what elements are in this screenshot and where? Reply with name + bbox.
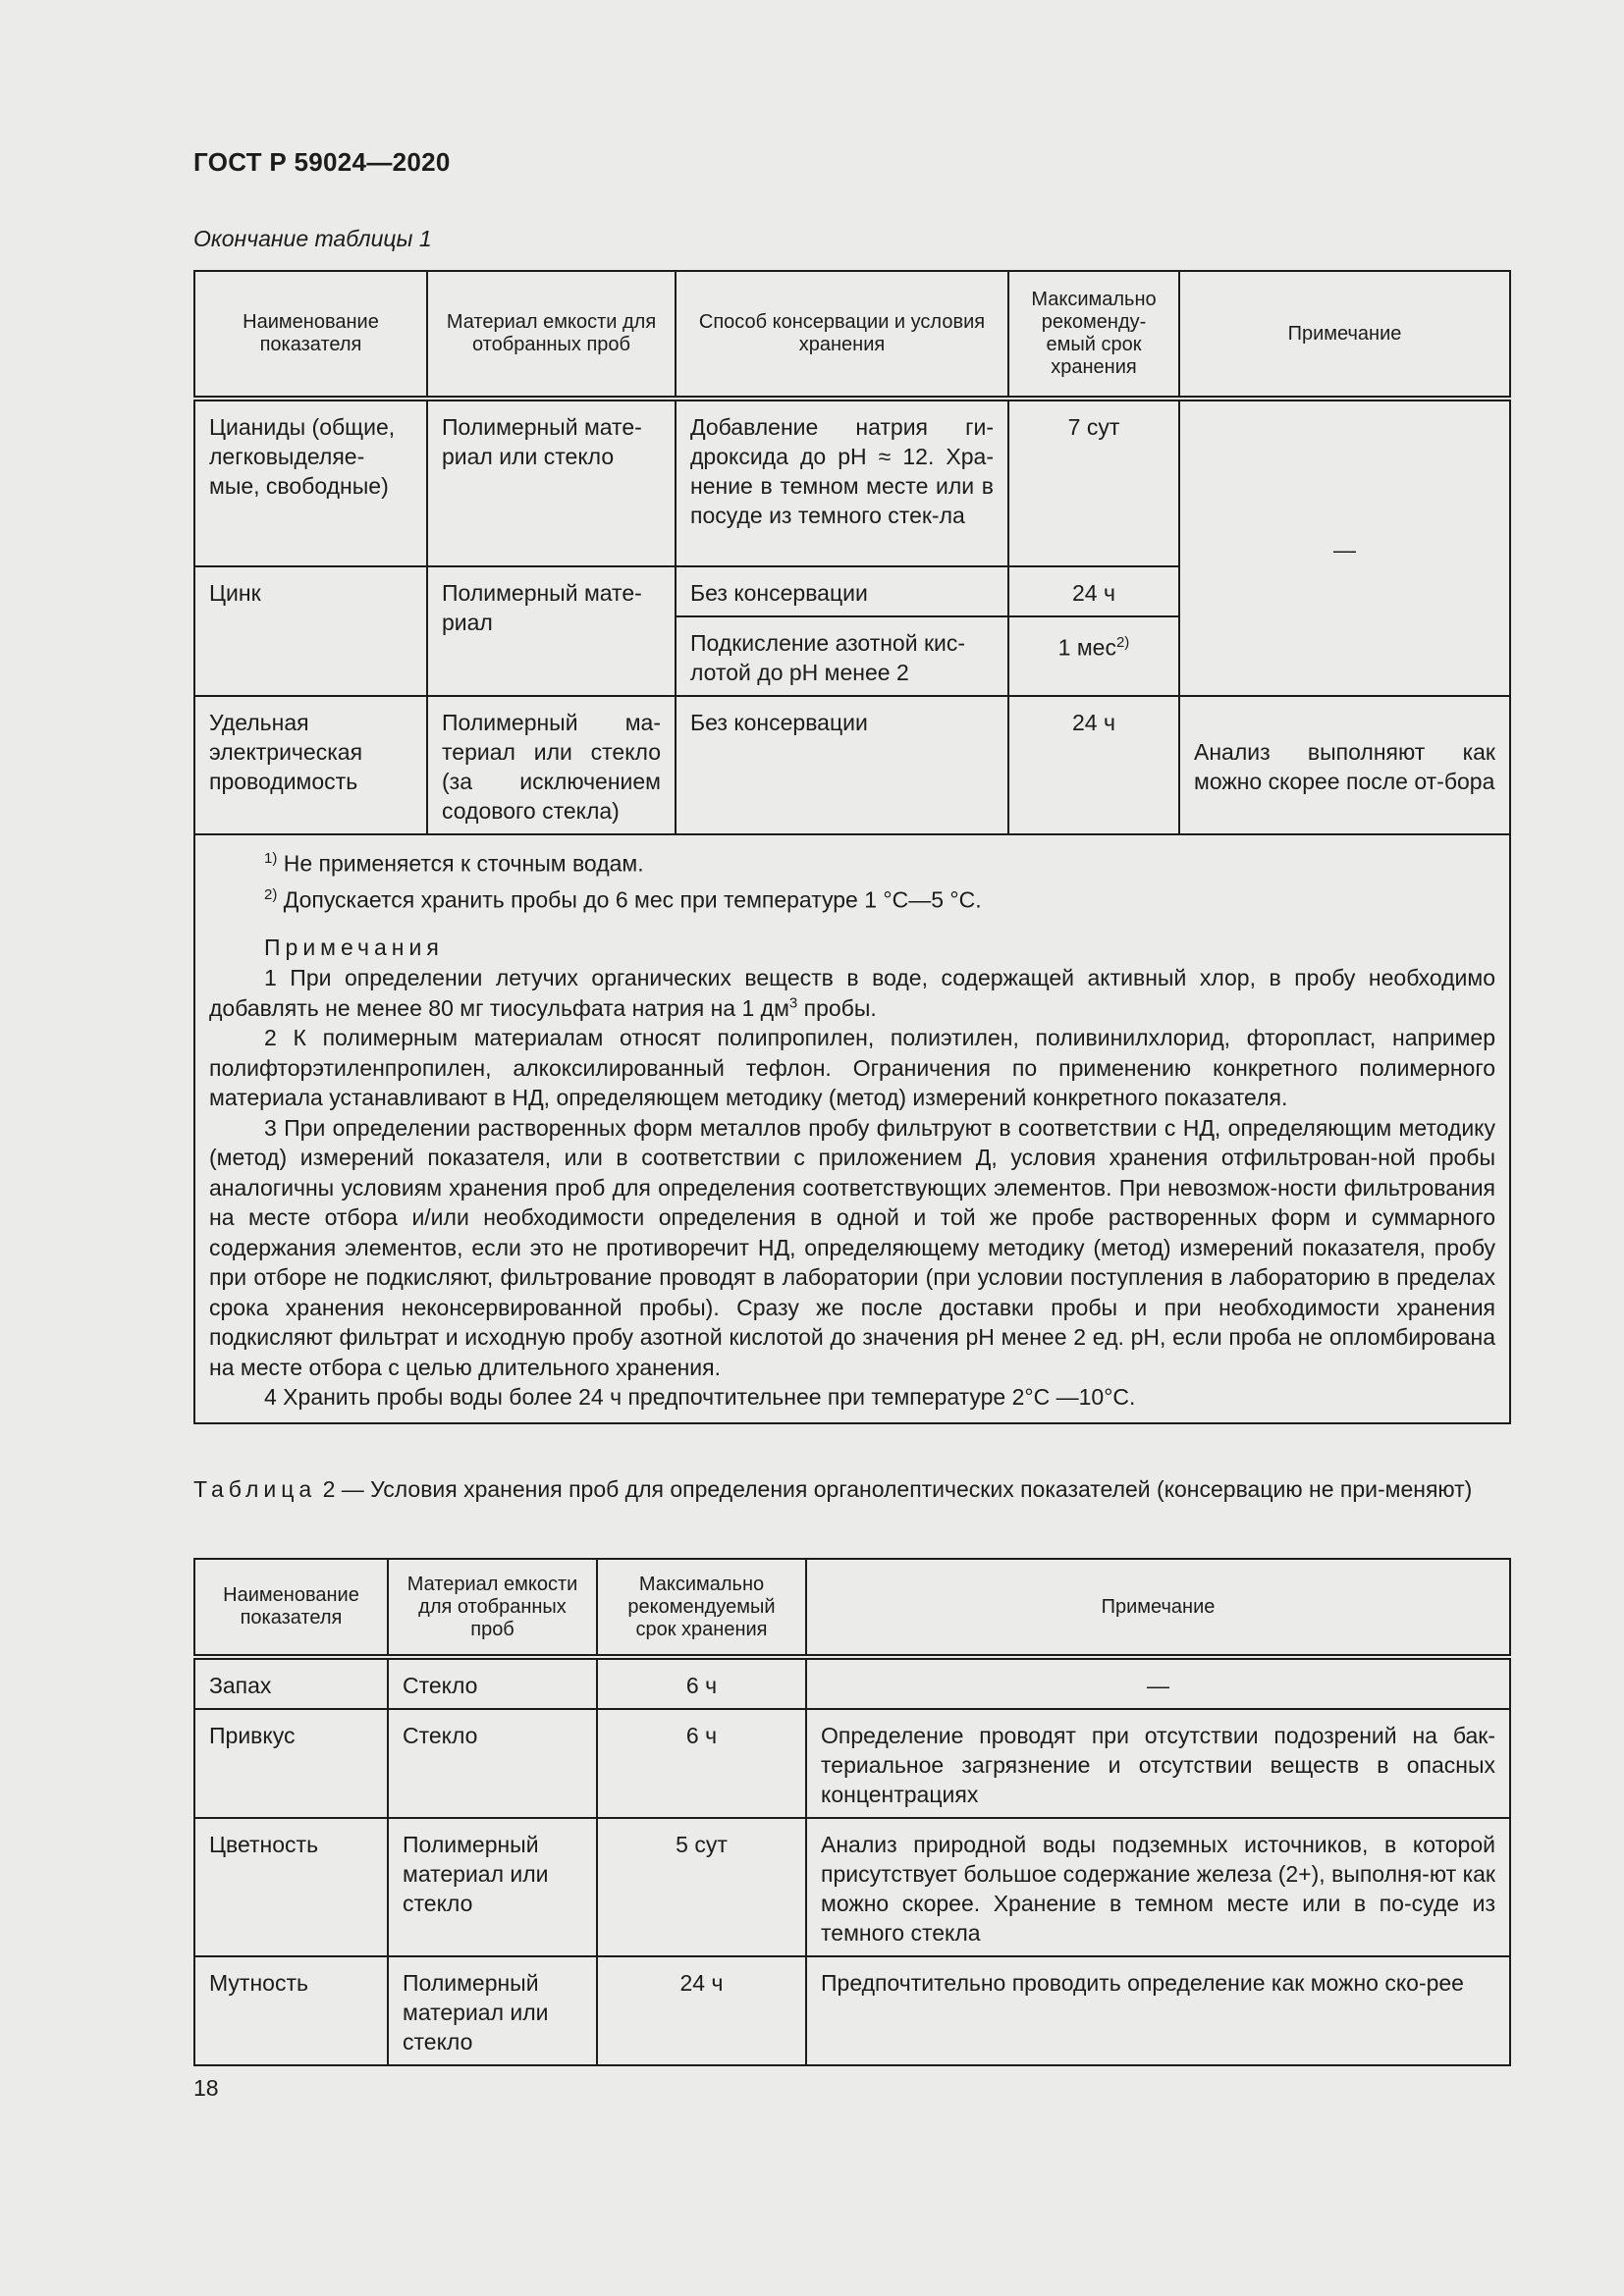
table1-col-note: Примечание [1179,271,1510,399]
cell-method: Без консервации [676,696,1008,834]
cell-name: Привкус [194,1709,388,1818]
cell-material: Стекло [388,1657,597,1709]
cell-term: 5 сут [597,1818,806,1956]
cell-term: 24 ч [597,1956,806,2065]
note-2: 2 К полимерным материалам относят полипропилен, полиэтилен, поливинилхлорид, фторопласт, например полифторэтиленпропилен, алкоксилированный тефлон. Ограничения по применению конкретного полимерного материала устанавливают в НД, определяющем методику (метод) измерений конкретного показателя. [209,1025,1495,1111]
table-1 [193,270,1511,1424]
cell-note: Анализ природной воды подземных источников, в которой присутствует большое содержание железа (2+), выполня-ют как можно скорее. Хранение в темном месте или в по-суде из темного стекла [806,1818,1510,1956]
cell-note: Анализ выполняют как можно скорее после от-бора [1179,696,1510,834]
cell-method: Добавление натрия ги-дроксида до pH ≈ 12. Хра-нение в темном месте или в посуде из темного стек-ла [676,399,1008,566]
cell-material: Стекло [388,1709,597,1818]
cell-name: Цианиды (общие, легковыделяе-мые, свободные) [194,399,427,566]
notes-title: Примечания [264,934,444,961]
cell-term: 7 сут [1008,399,1179,566]
table1-col-term: Максимально рекоменду-емый срок хранения [1008,271,1179,399]
table2-col-name: Наименование показателя [194,1559,388,1657]
page-number: 18 [193,2075,219,2101]
cell-term: 24 ч [1008,696,1179,834]
cell-method: Без консервации [676,566,1008,616]
table-row [194,696,1510,834]
cell-term: 6 ч [597,1709,806,1818]
note-1: 1 При определении летучих органических веществ в воде, содержащей активный хлор, в пробу необходимо добавлять не менее 80 мг тиосульфата натрия на 1 $дм^3$ пробы. [209,965,1495,1021]
note-3: 3 При определении растворенных форм металлов пробу фильтруют в соответствии с НД, определяющим методику (метод) измерений показателя, или в соответствии с приложением Д, условия хранения отфильтрован-ной пробы аналогичны условиям хранения проб для определения соответствующих элементов. При невозмож-ности фильтрования на месте отбора и/или необходимости определения в одной и той же пробе растворенных форм и суммарного содержания элементов, если это не противоречит НД, определяющему методику (метод) измерений показателя, пробу при отборе не подкисляют, фильтрование проводят в лаборатории (при условии поступления в лабораторию в пределах срока хранения неконсервированной пробы). Сразу же после доставки пробы и при необходимости хранения подкисляют фильтрат и исходную пробу азотной кислотой до значения pH менее 2 ед. pH, если проба не опломбирована на месте отбора с целью длительного хранения. [209,1114,1495,1380]
document-header: ГОСТ Р 59024—2020 [193,147,451,177]
table-row [194,1956,1510,2065]
footnote-2: $^{2)}$ Допускается хранить пробы до 6 мес при температуре 1 °С—5 °С. [264,885,982,913]
table1-caption: Окончание таблицы 1 [193,226,432,251]
cell-note: Предпочтительно проводить определение как можно ско-рее [806,1956,1510,2065]
table2-header-row [194,1559,1510,1657]
cell-term: 6 ч [597,1657,806,1709]
table-row [194,399,1510,566]
cell-method: Подкисление азотной кис-лотой до pH менее 2 [676,616,1008,696]
cell-term: 1 мес$^{2)}$ [1008,616,1179,696]
table1-col-material: Материал емкости для отобранных проб [427,271,676,399]
cell-name: Цветность [194,1818,388,1956]
table2-col-note: Примечание [806,1559,1510,1657]
table-2 [193,1558,1511,2066]
cell-name: Мутность [194,1956,388,2065]
table1-col-name: Наименование показателя [194,271,427,399]
cell-name: Запах [194,1657,388,1709]
table1-notes-cell [194,834,1510,1423]
cell-material: Полимерный мате-риал [427,566,676,696]
note-4: 4 Хранить пробы воды более 24 ч предпочтительнее при температуре 2°С —10°С. [264,1384,1136,1411]
cell-name: Удельная электрическая проводимость [194,696,427,834]
cell-note: Определение проводят при отсутствии подозрений на бак-териальное загрязнение и отсутствии веществ в опасных концентрациях [806,1709,1510,1818]
footnote-1: $^{1)}$ Не применяется к сточным водам. [264,850,644,877]
cell-term: 24 ч [1008,566,1179,616]
table1-notes-row [194,834,1510,1423]
table-row [194,1657,1510,1709]
table1-header-row [194,271,1510,399]
table2-col-term: Максимально рекомендуемый срок хранения [597,1559,806,1657]
table2-col-material: Материал емкости для отобранных проб [388,1559,597,1657]
table2-caption: Таблица 2 — Условия хранения проб для определения органолептических показателей (консервацию не при-меняют) [193,1476,1473,1502]
table-row [194,1709,1510,1818]
cell-note: — [806,1657,1510,1709]
cell-material: Полимерный материал или стекло [388,1956,597,2065]
table-row [194,1818,1510,1956]
cell-material: Полимерный мате-риал или стекло [427,399,676,566]
cell-material: Полимерный ма-териал или стекло (за исключением содового стекла) [427,696,676,834]
cell-merged-note: — [1179,399,1510,696]
table1-col-method: Способ консервации и условия хранения [676,271,1008,399]
cell-name: Цинк [194,566,427,696]
cell-material: Полимерный материал или стекло [388,1818,597,1956]
